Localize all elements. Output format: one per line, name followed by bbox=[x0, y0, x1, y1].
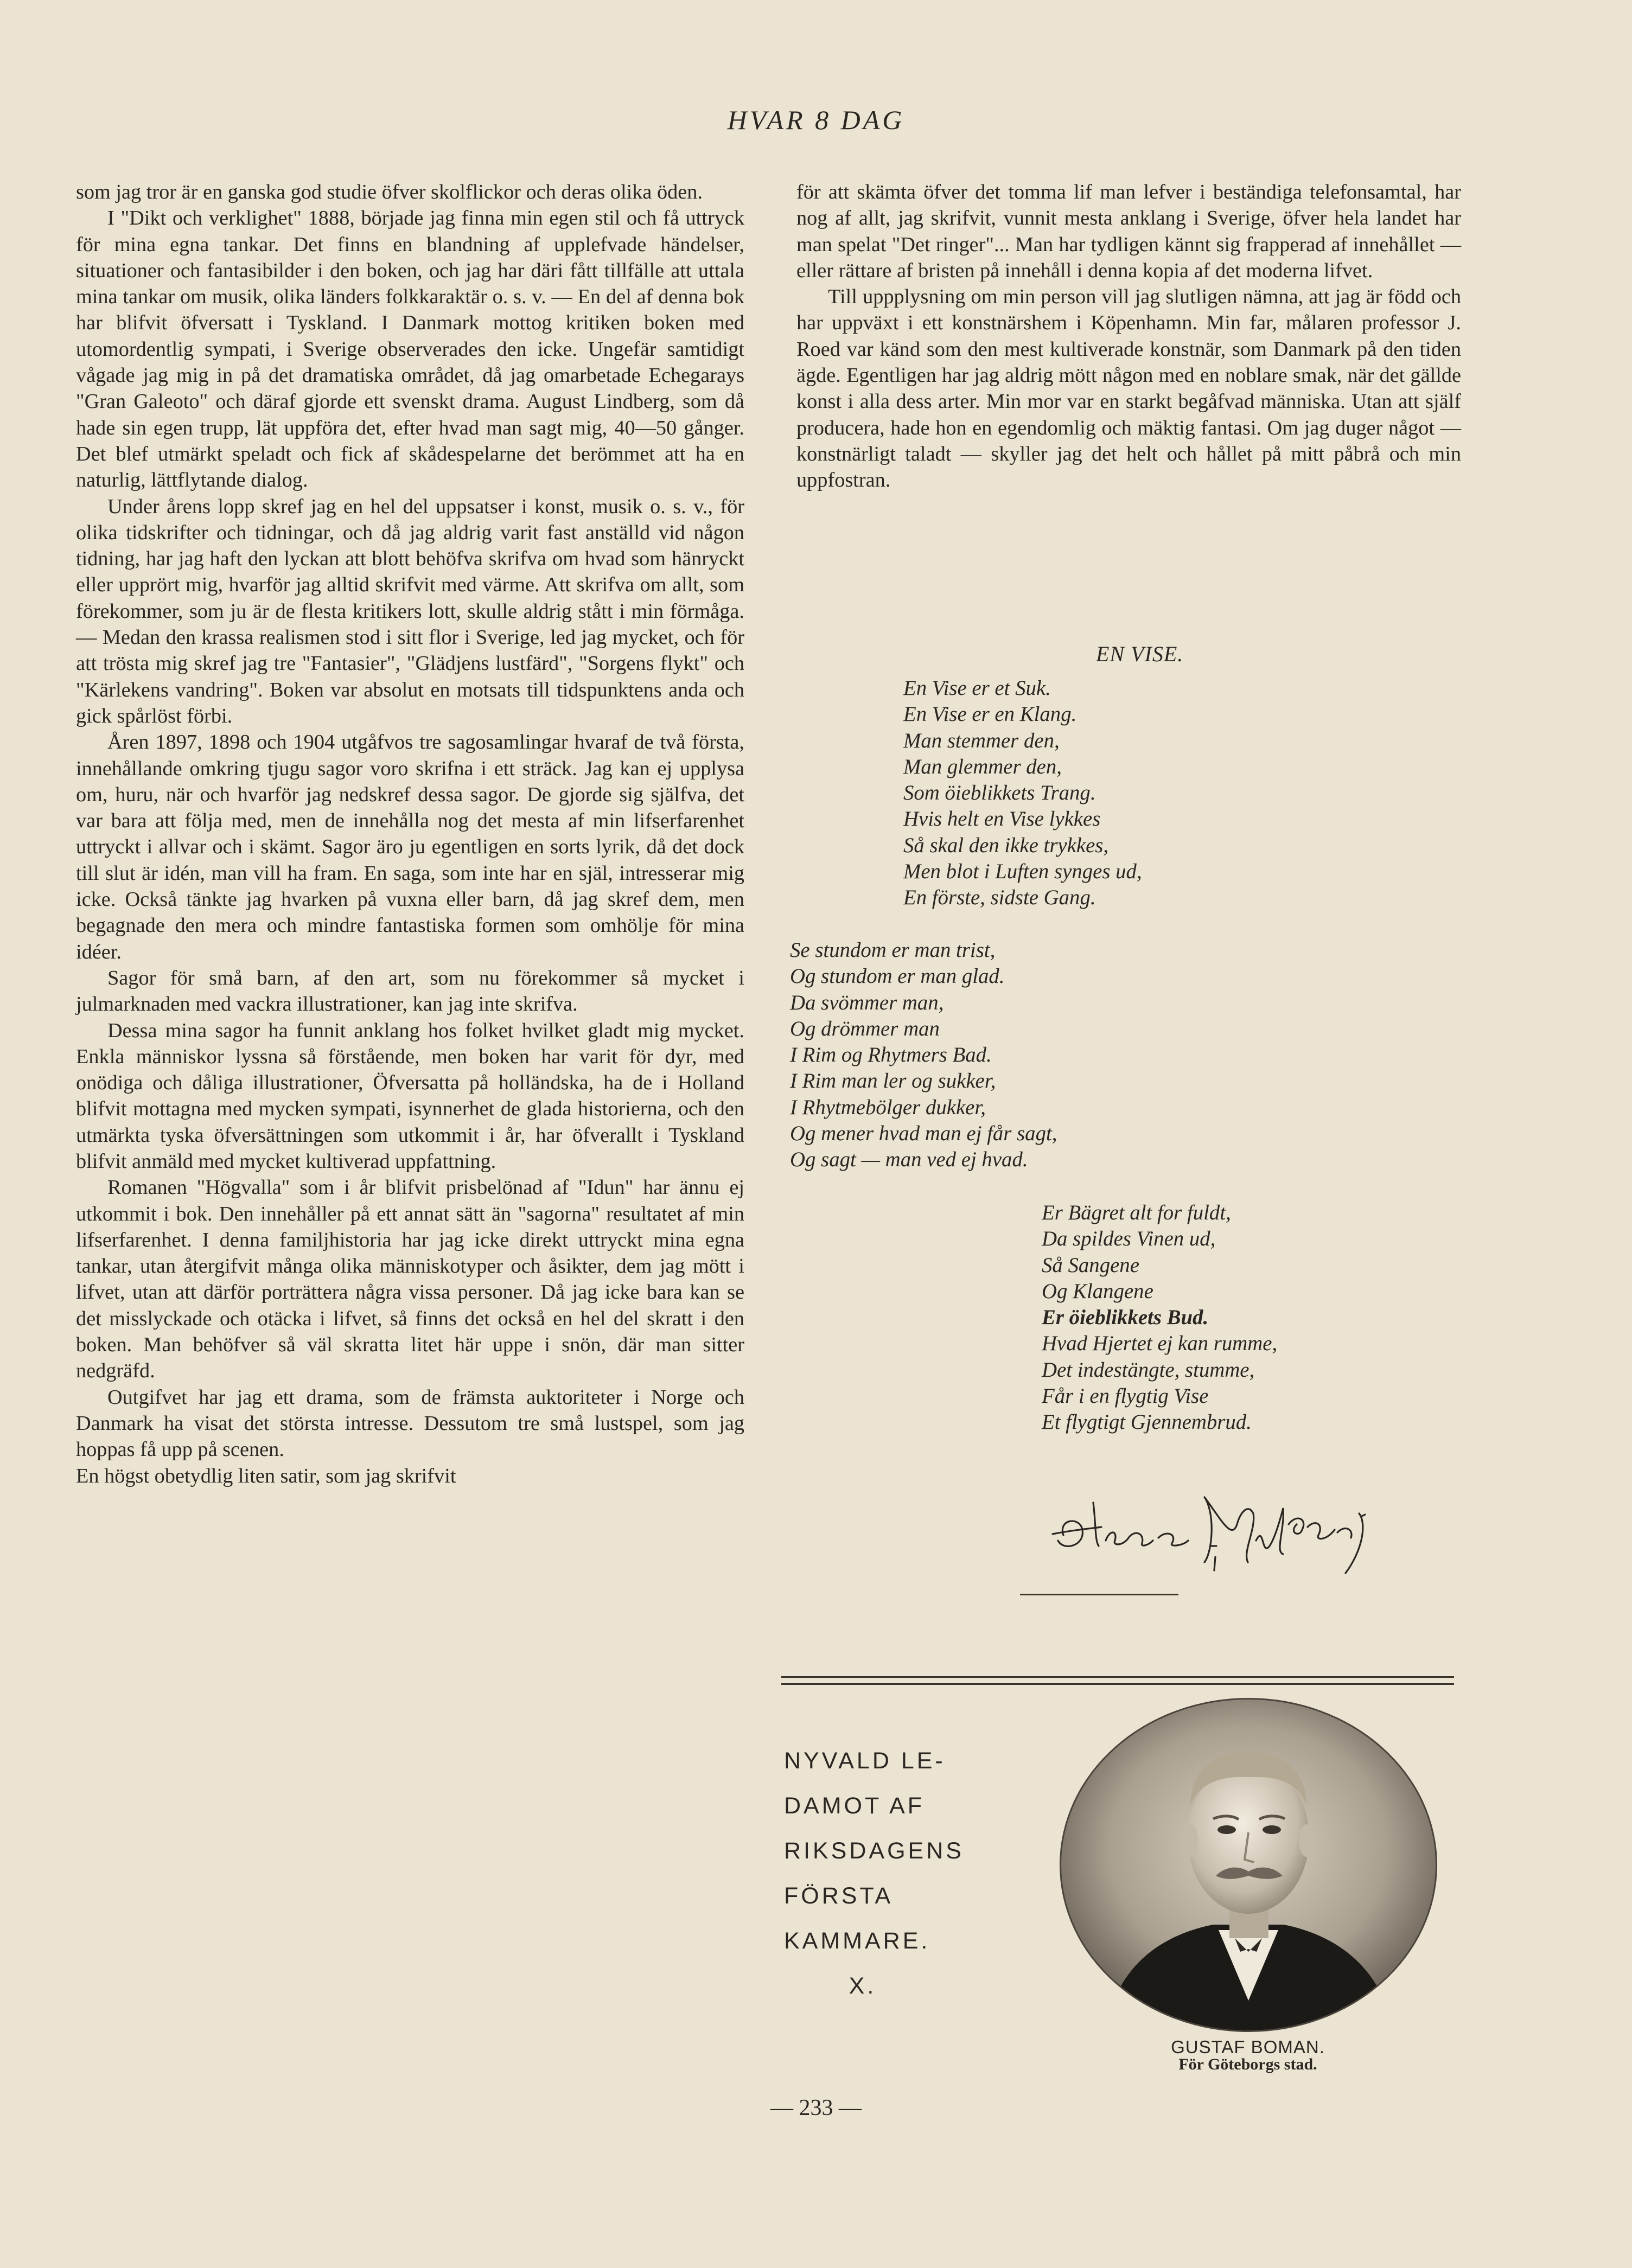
poem-line: Og mener hvad man ej får sagt, bbox=[790, 1122, 1057, 1146]
poem-line: Da spildes Vinen ud, bbox=[1042, 1227, 1216, 1251]
caption-line: DAMOT AF bbox=[784, 1793, 925, 1819]
poem-line: Se stundom er man trist, bbox=[790, 938, 996, 962]
divider bbox=[1020, 1594, 1178, 1595]
caption-line: KAMMARE. bbox=[784, 1928, 930, 1954]
poem-line: Som öieblikkets Trang. bbox=[903, 781, 1096, 805]
paragraph: Under årens lopp skref jag en hel del uppsatser i konst, musik o. s. v., för olika tidskrifter och tidningar, och då jag aldrig varit fast anställd vid någon tidning, har jag haft den lyckan att blott behöfva skrifva om hvad som hänryckt eller upprört mig, hvarför jag alltid skrifvit med värme. Att skrifva om allt, som förekommer, som ju är de flesta kritikers lott, skulle aldrig stått i min förmåga. — Medan den krassa realismen stod i sitt flor i Sverige, led jag mycket, och för att trösta mig skref jag tre "Fantasier", "Glädjens lustfärd", "Sorgens flykt" och "Kärlekens vandring". Boken var absolut en motsats till tidspunktens anda och gick spårlöst förbi. bbox=[76, 495, 744, 727]
poem-line: I Rim man ler og sukker, bbox=[790, 1069, 996, 1093]
caption-line: FÖRSTA bbox=[784, 1883, 894, 1909]
poem-line: Men blot i Luften synges ud, bbox=[903, 860, 1142, 884]
poem-line: En Vise er et Suk. bbox=[903, 676, 1051, 700]
poem-stanza bbox=[790, 937, 1057, 1173]
poem-line: Og drömmer man bbox=[790, 1017, 940, 1040]
poem-line: Da svömmer man, bbox=[790, 991, 944, 1014]
photo-subtitle: För Göteborgs stad. bbox=[1178, 2055, 1317, 2073]
paragraph: Outgifvet har jag ett drama, som de främsta auktoriteter i Norge och Danmark ha visat det största intresse. Dessutom tre små lustspel, som jag hoppas få upp på scenen. bbox=[76, 1385, 744, 1461]
poem-line: Får i en flygtig Vise bbox=[1042, 1384, 1209, 1408]
left-column bbox=[76, 179, 744, 1489]
paragraph: Dessa mina sagor ha funnit anklang hos folket hvilket gladt mig mycket. Enkla människor lyssna så förstående, men boken har varit för dyr, med onödiga och dåliga illustrationer, Öfversatta på holländska, ha de i Holland blifvit mottagna med mycken sympati, isynnerhet de glada historierna, och den utmärkta tyska öfversättningen som utkommit i år, har öfverallt i Tyskland blifvit anmäld med mycket kultiverad uppfattning. bbox=[76, 1019, 744, 1173]
paragraph: som jag tror är en ganska god studie öfver skolflickor och deras olika öden. bbox=[76, 181, 703, 203]
signature bbox=[1042, 1465, 1378, 1589]
poem-line: Et flygtigt Gjennembrud. bbox=[1042, 1410, 1252, 1434]
poem-line: En förste, sidste Gang. bbox=[903, 886, 1096, 910]
poem-line: En Vise er en Klang. bbox=[903, 702, 1077, 726]
paragraph: Romanen "Högvalla" som i år blifvit prisbelönad af "Idun" har ännu ej utkommit i bok. Den innehåller på ett annat sätt än "sagorna" resultatet af min lifserfarenhet. I denna familjhistoria har jag icke direkt uttryckt mina egna tankar, utan återgifvit många olika människotyper och åsikter, dem jag mött i lifvet, utan att därför porträttera några vissa personer. Då jag icke bara kan se det misslyckade och otäcka i lifvet, så finns det också en hel del skratt i den boken. Man behöfver så väl skratta litet här uppe i snön, där man sitter nedgräfd. bbox=[76, 1176, 744, 1383]
poem-line: Og Klangene bbox=[1042, 1279, 1153, 1303]
poem-line: Er öieblikkets Bud. bbox=[1042, 1306, 1209, 1330]
poem-line: Og sagt — man ved ej hvad. bbox=[790, 1148, 1028, 1172]
paragraph: En högst obetydlig liten satir, som jag skrifvit bbox=[76, 1464, 456, 1487]
box-caption bbox=[784, 1739, 979, 2009]
page-number: — 233 — bbox=[770, 2095, 862, 2120]
poem-line: Er Bägret alt for fuldt, bbox=[1042, 1201, 1231, 1224]
poem-title: EN VISE. bbox=[1096, 642, 1184, 666]
poem-line: Det indestängte, stumme, bbox=[1042, 1358, 1255, 1382]
right-column bbox=[796, 179, 1461, 494]
caption-line: RIKSDAGENS bbox=[784, 1838, 964, 1864]
double-divider bbox=[781, 1676, 1454, 1685]
running-title: HVAR 8 DAG bbox=[727, 105, 905, 135]
poem-line: Man stemmer den, bbox=[903, 729, 1060, 752]
poem-stanza bbox=[903, 675, 1142, 911]
paragraph: Sagor för små barn, af den art, som nu förekommer så mycket i julmarknaden med vackra illustrationer, kan jag inte skrifva. bbox=[76, 966, 744, 1016]
poem-stanza bbox=[1042, 1200, 1277, 1436]
paragraph: I "Dikt och verklighet" 1888, började jag finna min egen stil och få uttryck för mina egna tankar. Det finns en blandning af upplefvade händelser, situationer och fantasibilder i den boken, och jag har däri fått tillfälle att uttala mina tankar om musik, olika länders folkkaraktär o. s. v. — En del af denna bok har blifvit öfversatt i Tyskland. I Danmark mottog kritiken boken med utomordentlig sympati, i Sverige observerades den icke. Ungefär samtidigt vågade jag mig in på det dramatiska området, då jag omarbetade Echegarays "Gran Galeoto" och däraf gjorde ett svenskt drama. August Lindberg, som då hade sin egen trupp, lät uppföra det, efter hvad man sagt mig, 40—50 gånger. Det blef utmärkt speladt och fick af skådespelarne det berömmet att ha en naturlig, lättflytande dialog. bbox=[76, 207, 744, 492]
poem-line: Man glemmer den, bbox=[903, 755, 1062, 778]
paragraph: Till uppplysning om min person vill jag slutligen nämna, att jag är född och har uppväxt i ett konstnärshem i Köpenhamn. Min far, målaren professor J. Roed var känd som den mest kultiverade konstnär, som Danmark på den tiden ägde. Egentligen har jag aldrig mött någon med en noblare smak, när det gällde konst i alla dess arter. Min mor var en starkt begåfvad människa. Utan att själf producera, hade hon en egendomlig och mäktig fantasi. Om jag duger något — konstnärligt taladt — skyller jag det helt och hållet på mitt påbrå och min uppfostran. bbox=[796, 285, 1461, 492]
poem-line: I Rhytmebölger dukker, bbox=[790, 1095, 986, 1119]
portrait-photo bbox=[1056, 1697, 1441, 2033]
poem-line: Så skal den ikke trykkes, bbox=[903, 833, 1109, 857]
poem-line: Så Sangene bbox=[1042, 1253, 1139, 1277]
poem-line: Hvis helt en Vise lykkes bbox=[903, 807, 1101, 831]
paragraph: Åren 1897, 1898 och 1904 utgåfvos tre sagosamlingar hvaraf de två första, innehållande omkring tjugu sagor voro skrifna i ett sträck. Jag kan ej upplysa om, huru, när och hvarför jag nedskref dessa sagor. De gjorde sig själfva, det var bara att följa med, men de innehålla nog det mesta af min lifserfarenhet uttryckt i allvar och i skämt. Sagor äro ju egentligen en sorts lyrik, då det dock till slut är idén, man vill ha fram. En saga, som inte har en själ, intresserar mig icke. Också tänkte jag hvarken på vuxna eller barn, då jag skref dem, men begagnade den mera och mindre fantastiska formen som omhölje för mina idéer. bbox=[76, 731, 744, 963]
poem-line: I Rim og Rhytmers Bad. bbox=[790, 1043, 992, 1067]
paragraph: för att skämta öfver det tomma lif man lefver i beständiga telefonsamtal, har nog af allt, jag skrifvit, vunnit mesta anklang i Sverige, öfver hela landet har man spelat "Det ringer"... Man har tydligen kännt sig frapperad af innehållet — eller rättare af bristen på innehåll i denna kopia af det moderna lifvet. bbox=[796, 181, 1461, 282]
caption-line: X. bbox=[849, 1973, 877, 1999]
photo-caption bbox=[1053, 2037, 1443, 2074]
poem-line: Hvad Hjertet ej kan rumme, bbox=[1042, 1332, 1278, 1356]
caption-line: NYVALD LE- bbox=[784, 1748, 946, 1774]
poem-line: Og stundom er man glad. bbox=[790, 964, 1005, 988]
photo-name: GUSTAF BOMAN. bbox=[1171, 2037, 1325, 2057]
